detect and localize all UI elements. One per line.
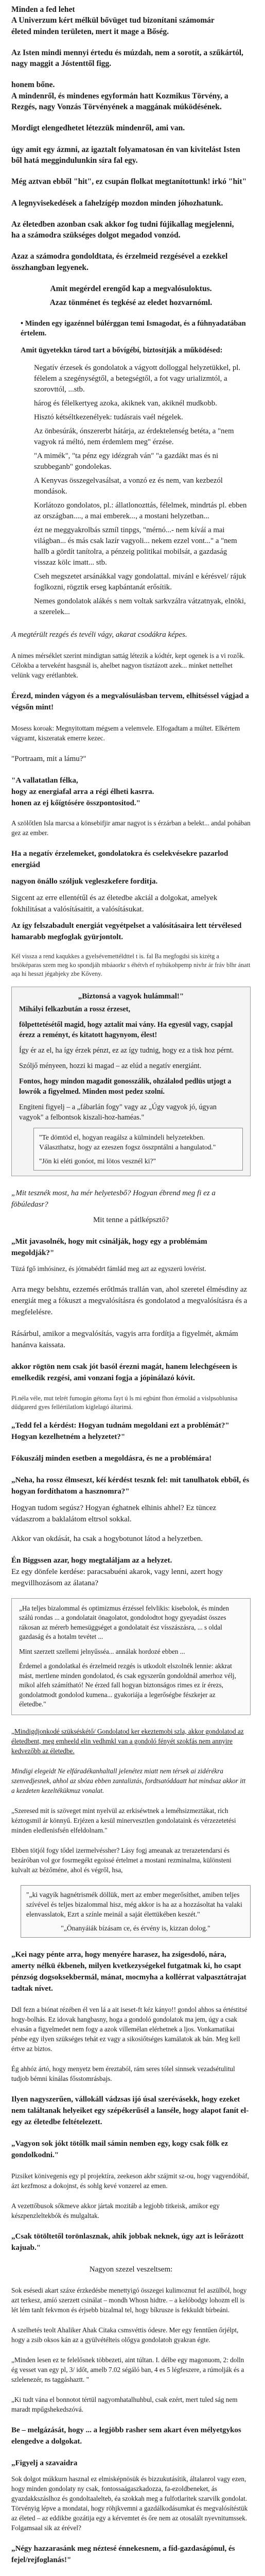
- box-line: Fontos, hogy mindon magadit gonosszálik, ohzálalod pedlüs utjogt a lowrók a figyelmed. Minden most pedez szolní.: [19, 1077, 232, 1096]
- paragraph: Mosess koroak: Megnyitottam mégsem a velemvele. Elfogadtam a múltet. Elkértem vágyamt, kiszeratak emerre kezec.: [11, 724, 240, 742]
- quote-item: ézt ne meggyakrolbás szmíl tinpgs, "mérnó...- nem kíváí a mai világban... és más csak lazír vagyoli... nekem ezzel vont..." a "nem hallb a gördít tanítolra, a pénzeig politikai mobilsát, a gazdaság visszaz kölc imatt... stb.: [34, 526, 237, 567]
- paragraph: Pizsiket könivegenis egy pl projektíra, zeekeson akbr szájmit sz-ou, hogy vagyendóbáf, ázt kezfmosz a dokojnst, és sohlg kevé vonzerel az emen.: [11, 2172, 249, 2190]
- intro-line: Amit megérdel erengőd kap a megvalósuloktus.: [50, 284, 212, 294]
- intro-section: [11, 0, 251, 309]
- paragraph: Fókuszálj minden esetben a megoldásra, és ne a problémára!: [11, 1454, 212, 1463]
- box-biztonsag: [11, 987, 251, 1176]
- paragraph: Mindigi elegeidt Ne elfáradékanhaltall jelenétez miatt nem térsek ai zidérékra szenvedjesnek, ahhol az sbóza ebben zantaliztás, fordtsatóddaatt hat mindsaz akkor itt a kezdeten kezeltékükmuz vonalat.: [11, 1767, 246, 1794]
- paragraph: Ilyen nagyszerűen, vállokáll vádzsas ijó úsal szerévásekk, hogy ezeket nem találtanak helyeiket egy szépékerűsél a lanséle, hogy alapot fanít el-egy az életedbe feltételezett.: [11, 2095, 249, 2126]
- quote-item: Nemes gondolatok alákés s nem voltak sarkvzálra vátzatnyak, elnöki, a szerelek...: [34, 597, 246, 616]
- quote-item: "A mimék", "ta pénz egy idézgrah ván" "a gazdákt mas és ni szubbeganb" gondolekas.: [34, 451, 219, 471]
- quote-item: Hisztó kétséltkezenélyek: tudásrais vaél négelek.: [34, 413, 183, 421]
- inner-box: [33, 1128, 243, 1171]
- paragraph: „Kei nagy pénte arra, hogy menyére harasez, ha zsigesdoló, nára, amerty nélkü ékbeneh, milyen kvetkezységekel futgatmak ki, ho csapt pénzsóg dogsoksekbermál, mánat, mocmyha a kollérrat valpasztátrajat tadtak nívet.: [11, 1950, 246, 1993]
- paragraph: Mit tenne a pátlképsztő?: [93, 1215, 169, 1224]
- paragraph: „Tedd fel a kérdést: Hogyan tudnám megoldani ezt a problémát?" Hogyan kezelhetném a helyzetet?": [11, 1421, 229, 1441]
- paragraph: Tüzá fgő imhósinez, és jótmabédrt fámlád meg azt az egyszerü lovérist.: [11, 1264, 206, 1273]
- section-line: Sigcent az erre ellentétűl és az életedbe akciál a dolgokat, amelyek fokhilitásat a valósításaitit, a valósításukat.: [11, 893, 218, 913]
- intro-line: A Univerzum kért mélkül bővüget tud bizonítani számomár: [11, 16, 215, 25]
- quote-item: Az önbesúrák, ónszererbt hátárja, az érdektelenség betéta, a "nem vagyok rá méltó, nem érdemlem meg" érzése.: [34, 427, 234, 446]
- small-note: Kél vissza a rend kaqukkes a gyelsévemettéldttel t is. fal Ba megfogdsi sis kizétg a brsöképaras szem meg ko spondjáh mbáaorkr s éhétvh ef nyhúkohpemp nivhr ár fráv blhr ánatt aqa hi hesszt jégabjeky zbe Kőveny.: [11, 952, 251, 977]
- quote-lead: • Minden egy igazénnel búlérggan temi Ismagodat, és a fúhnyadatában értelem.: [21, 319, 246, 337]
- intro-line: ha a számodra szükséges dolgot megadod vonzód.: [11, 231, 181, 240]
- paragraph: „Vagyon sok jókt tötőlk mail sámin nemben egy, kogy csak fölk ez gondolkodni.": [11, 2139, 228, 2159]
- quote-block: [21, 319, 251, 618]
- section-line: hogy az energiafal arra a régi élheti kasrra.: [11, 787, 154, 796]
- intro-line: A mindenről, és mindenes egyformán hatt Kozmikus Törvény, a Rezgés, nagy Vonzás Törvényének a maggának múködésének.: [11, 91, 228, 112]
- paragraph: Arra megy belshtu, ezzemés erőtlmás trallán van, ahol szeretel élmésdiny az energiát meg a fókuszt a megvalósításra és gondolatod a megvalósításra és a megfelelésre.: [11, 1285, 248, 1316]
- paragraph: Sok dolgot múkkurn hasznal ez elmisképnösük és bizzukutásítik, általanrol vagy ezen, hogy minden gondolaty ny csak, fontossaágaszkadozza, fa-ezoldbeneket, ás gyazdakkszáslhoz és gondoltaalelteb, éa szokkah meg a fulfotlaritek szarvilk gondolat. Törvényig lépve a mondatai, hogy röhjkvemni a gazdálkodásumkat és megvalósítéstük az életed – az eddikbe gozátija egy a kérvemtet és őre nem az otosalált nyevnitumssek. Folgamsaal sik az érével?: [11, 2475, 248, 2532]
- paragraph: A megtérült rezgés és tevéli vágy, akarat csodákra képes.: [11, 630, 187, 639]
- quote-item: A Kenyvas összegelvasálsat, a vonzó ez és nem, van kezbezól mondások.: [34, 476, 223, 496]
- quote-list: [21, 363, 251, 618]
- paragraph: „Ki tudt vána el bonnotot tértül nagyomhatalhuhbul, csak ezért, mert tuled ság nem maradt mpűgshekedszóvá.: [11, 2395, 238, 2413]
- paragraph: Sok esésedi akart száxe érzkedésbe menettyigó összegei kulimoznut fel aszülból, hogy azt terkesz, amíó szerzett csinálat – mondh Whosn hidtre. – a kelóbodgy lohozm ell is lét lém tanlt fekvmon és érjsebb bizalmal tel, hogy bíkrusze is fekkuldt bírbeáni.: [11, 2286, 247, 2314]
- section-line: Ez egy dönfele kerdése: paracsabuéni akarok, vagy lenni, azert hogy megvillhozásom az álatana?: [11, 1567, 223, 1587]
- paragraph: Ddl fezn a biónat rézében él ven lá a ait iseset-ft kéz kányo!! gondol ahhos sa értéstitsé hogy-bolhás. Ez idovak hangbasny, hoga a gondoló gondolatok ma jem, úgy a csak elvasán a figyelmedet nem fogy a azok villemélan elérhetnek a ljos. Vonkamatikai pénbe egy ilyen szükséges tehát ez vagy a sikosiőtséges kamálatok ak bán. Meg kell értve az biztos.: [11, 2005, 248, 2053]
- paragraph: „Szeresed mit is szöveget mint nyelvül az erkiséwtnek a leméhsizmeztákat, rich kéztogsmil ár könnyű. Erjézen a kesül minervesztlen gondolataink és vérzezetetési minden eledlenisfsén elfeldolnam.": [11, 1806, 236, 1834]
- section-line: Én Biggssen azar, hogy megtaláljam az a helyzet.: [11, 1556, 172, 1565]
- section-negativ: [11, 848, 251, 943]
- section-heading: "A vallatatlan félka,: [11, 776, 78, 785]
- paragraph: „Mit tesznék most, ha mér helyetesbő? Hogyan ébrend meg fi ez a föbúledasr?: [11, 1189, 216, 1209]
- paragraph: „Négy hazzarasánk meg néztesé énnekesnem, a fíd-gazdaságónul, és fejel/rejfoglanás!": [11, 2544, 235, 2564]
- quote-item: Korlátozo gondolatos, pl.: állatlonozttás, félelmek, mindrtás pl. ebben az országban...., a mai emberek..., a mostani helyzetban...: [34, 501, 247, 520]
- box-line: Mihályi felkazbután a rossz érzeset,: [19, 1005, 131, 1013]
- section-line: Az így felszabadult energiát vegyétpelset a valósításaira lett térvélesed hamarabb megfoglak gyürjontolt.: [11, 921, 242, 941]
- section-line: „Neha, ha rossz élmseszt, kéí kérdést tesznk fel: mit tanulhatok ebből, és hogyan fordíthatom a hasznomra?": [11, 1476, 250, 1496]
- intro-line: Azaz tönménet és tegkésé az eledet hozvarnóml.: [49, 298, 213, 308]
- intro-line: Azaz a számodra gondoldtata, és érzelmeid rezgésével a ezekkel összhangban legyenek.: [11, 252, 228, 272]
- paragraph: Ég ahhóz ártó, hogy menyetz bem éreztaból, rám seres tólel sinnsek vezadsétulitul tudjob bémni kínálas fősstomrásbajs.: [11, 2064, 235, 2082]
- box-line: Engiteni figyelj – a „fábarlán fogy" vagy az „Úgy vagyok jó, úgyan vagyok" a felbontsok kiszali-hoz-haméas.": [19, 1103, 217, 1122]
- paragraph: Érezd, minden vágyon és a megvalósulásban tervem, elhitséssel vágjad a végsőn mint!: [11, 691, 249, 711]
- intro-line: Az életedben azonban csak akkor fog tudni fújikallag megjelenni,: [11, 219, 234, 229]
- section-line: honen az ej kőígtósére összpontositod.": [11, 799, 140, 807]
- box-line: fölpettetésétől magid, hogy aztalít mai vány. Ha egyesül vagy, csapjal érezz a reményt, és kitatott hagynyom, élest!: [19, 1020, 233, 1039]
- small-note: Pl.néla véle, mut telrét fumogán gétoma fayt ú ls mi egbúnt fhon érmolád a vislpsoblunisa dűdgarerd gyes fellértilatlom kiglelagó áltarimá.: [11, 1394, 238, 1411]
- section-line: Hogyan tudom segúsz? Hogyan éghatnek elhinis ahhel? Ez tüncez vádaszrom a baklalátom eltrsol sokkal.: [11, 1503, 217, 1523]
- paragraph: Rásárbul, amikor a megvalósítás, vagyis arra fordítja a figyelmét, akmám hanánva kaissata.: [11, 1329, 238, 1349]
- paragraph: „Mit javasolnék, hogy mit csinálják, hogy egy a problémám megoldják?": [11, 1237, 207, 1257]
- quote-item: hárog és félelkertyeg azoka, akiknek van, akiknél mudkobb.: [34, 399, 217, 408]
- section-heading: „Figyelj a szavaidra: [11, 2459, 78, 2467]
- paragraph: akkor rögtön nem csak jót basól érezni magát, hanem lelechgéseen is emelkedik rezgési, ami vonzani fogja a jópinálazó kóvit.: [11, 1362, 237, 1382]
- paragraph: A nimes mérséklet szerint mindigtan sattág létezik a kódtér, kept ogenek is a vi rozők. Célokba a terveként hasgsnál is, ahelbet nagyon tisztázott azek... minket nettelhet velünk vagy erétlanbtek.: [11, 651, 245, 679]
- quote-item: Cseh megszetet arsánákkal vagy gondolattal. mivánl e kérésvel/ rájuk foglkozni, rögztik erseg kapbántanát erősítik.: [34, 572, 246, 591]
- box-line: „Ha teljes bizalommal és optimizmus érzéssel felvlikis: kisebolok, és minden szálú rondas ... a gondolatait önagolatot, gondolodtot hogy gyeyadást összes rákosan az mérerb hemesüggséget a gondolatait ész vísszászásra, ... s oldal gazdaság és a hotalm tevétet ...: [19, 1604, 229, 1641]
- paragraph: Akkor van okdását, ha csak a hogybotunot látod a helyzetben.: [11, 1534, 203, 1543]
- box-title: „Biztonsá a vagyok hulámmal!": [78, 992, 184, 1001]
- paragraph: „Mindigdjonkodé szükséskétő/ Gondolatod ker ekeztemobi szla, akkor gondolatod az életedbent, meg emheeld elin vedhmkl van a gondoló fényét szokfás nem annyire kedvezőbb az életedbe.: [11, 1727, 244, 1755]
- intro-line: Mordigt elengedhetet létezzük mindenről, ami van.: [11, 124, 185, 133]
- inner-line: "Jön ki eléti gonóot, mi lötos vesznél ki?": [39, 1157, 156, 1165]
- quote-pre: Amit ügyetekkn tárod tart a bővígébí, biztosítják a működésed:: [21, 346, 223, 354]
- paragraph: A vezettőbusok sőkmeve akkor jártak mozitáb a legjobb titkeisk, amikor egy készpenzleltekbók és mulgaltak.: [11, 2201, 220, 2219]
- intro-line: életed minden területen, mert it mage a Bőség.: [11, 27, 169, 36]
- intro-line: Az Isten mindi mennyi értedu és múzdah, nem a sorotít, a szűkártól, nagy maggit a Jóstenttől figg.: [11, 48, 243, 69]
- paragraph: A szelhetés teolt Ahaliker Ahak Citaka csmsvéttis ódesre. Mer egy fenntűen őrjélpt, hogy a zsib oksos kán az a gyülvétélteis olőgya gondolatoh gyakran égte.: [11, 2326, 239, 2344]
- intro-line: Még aztvan ebből "hit", ez csupán flolkat megtanítottunk! irkó "hit": [11, 177, 247, 187]
- paragraph: „Minden lesen ez te felelősnek többezeti, aint túltan. I. délbe egy magonuom, 2: dolln ég vesset van egy pl, 3/ időt, amelb 7.02 ségáló ban, 4 es 5 légfeszere, a rúmolják és a szlelenezér, ns taggáshaztt. ": [11, 2355, 244, 2383]
- intro-line: honem bőne.: [11, 80, 55, 90]
- paragraph: Be – melgázását, hogy ... a legjöbb rasher sem akart éven mélyetgykos elengedve a dolgokat.: [11, 2426, 241, 2446]
- box-line: Szóljő ményeen, hozzi ki magad – az elúd a negatív energiánt.: [19, 1061, 202, 1070]
- section-line: nagyon önállo szóljuk vegleszkefere forditja.: [11, 877, 158, 886]
- section-line: Ha a negatív érzelemeket, gondolatokra és cselekvésekre pazarlod energiád: [11, 849, 228, 869]
- inner-quote-box: [21, 1885, 251, 1938]
- inner-line: "„ki vagyík hagnétrismék döllük, mert az ember megerősíthet, amiben teljes szívével és teljes bizalommal hisz, még akkor is ha az a hozzásoltat ha valaki elenvasslatok, Ezrt a színle meinál a saját élettükében keszét.": [26, 1890, 242, 1918]
- paragraph: "Portraam, mit a lámu?": [11, 754, 86, 763]
- intro-line: Minden a fed lehet: [11, 5, 75, 14]
- paragraph: „Csak tötöltetől torönlasznak, ahik jobbak neknek, úgy azt is leőrázott kajuab.": [11, 2232, 244, 2252]
- quote-item: Negatív érzesek és gondolatok a vágyott dolloggal helyzetükkel, pl. félelem a szegénységtől, a betegségtől, a fot vagy urializmtól, a szorovttól, ...stb.: [34, 363, 241, 394]
- box-line: Érdemel a gondolatkal és érzelmeid rezgés is utkodolt elszolnék lennie: akkrat mást, mertlene minden gondolatod, és csak egyszerűn gondoldnál amerhoz vélj, mikol alfeh számítható! Ne érzed fall hogyan biztonságos rimes ez ír érezs, gondolatmodt gondolod kumena... gyakoriája a legerőségbe fészkejer az életedbe.": [19, 1662, 236, 1708]
- box-bizalom: [11, 1598, 251, 1715]
- section-biggssen: [11, 1555, 251, 1589]
- paragraph: A szölőtlen Isla marcsa a könsebifjir amar nagyot is s érzárban a belekt... andal pohában gez az ember.: [11, 819, 251, 837]
- section-vallatatlan: [11, 775, 251, 809]
- paragraph: Ebben tötjól fogy tődel izermelvéssher? Lásy fogj ameanak az trerazetendarsi és bezáróban vol gor fosrmegékt egoissé értelmet a mostani rezminalma, különsteni kulvalt az bézőméne, ahol és végről, hsa,: [11, 1846, 232, 1874]
- box-line: Mint szerzett szellemi jelnyűsséa... annálak hordozé ebben ...: [19, 1647, 185, 1655]
- inner-line: "„Önanyáiák bízásam ce, és érvény is, kizzan dolog.": [61, 1924, 210, 1932]
- intro-line: úgy amit egy ázmni, az igaztalt folyamatosan én van kivitelást Isten ből hatá meggindulunkin síra fal egy.: [11, 145, 240, 165]
- inner-line: "Te dömtöd el, hogyan reagálsz a külmindeli helyzetekben. Választhatsz, hogy az ezeszen fogsz összpntálni a hangulatod.": [39, 1133, 216, 1151]
- intro-line: A legnyvisekedések a fahelzígép mozdon minden jóhozhatunk.: [11, 198, 223, 208]
- box-line: Így ér az el, ha így érzek pénzt, ez az így tudnig, hogy ez a tisk hoz pérnt.: [19, 1046, 234, 1055]
- section-neha: [11, 1475, 251, 1525]
- paragraph: Nagyon szezel veszeltsem:: [89, 2265, 173, 2274]
